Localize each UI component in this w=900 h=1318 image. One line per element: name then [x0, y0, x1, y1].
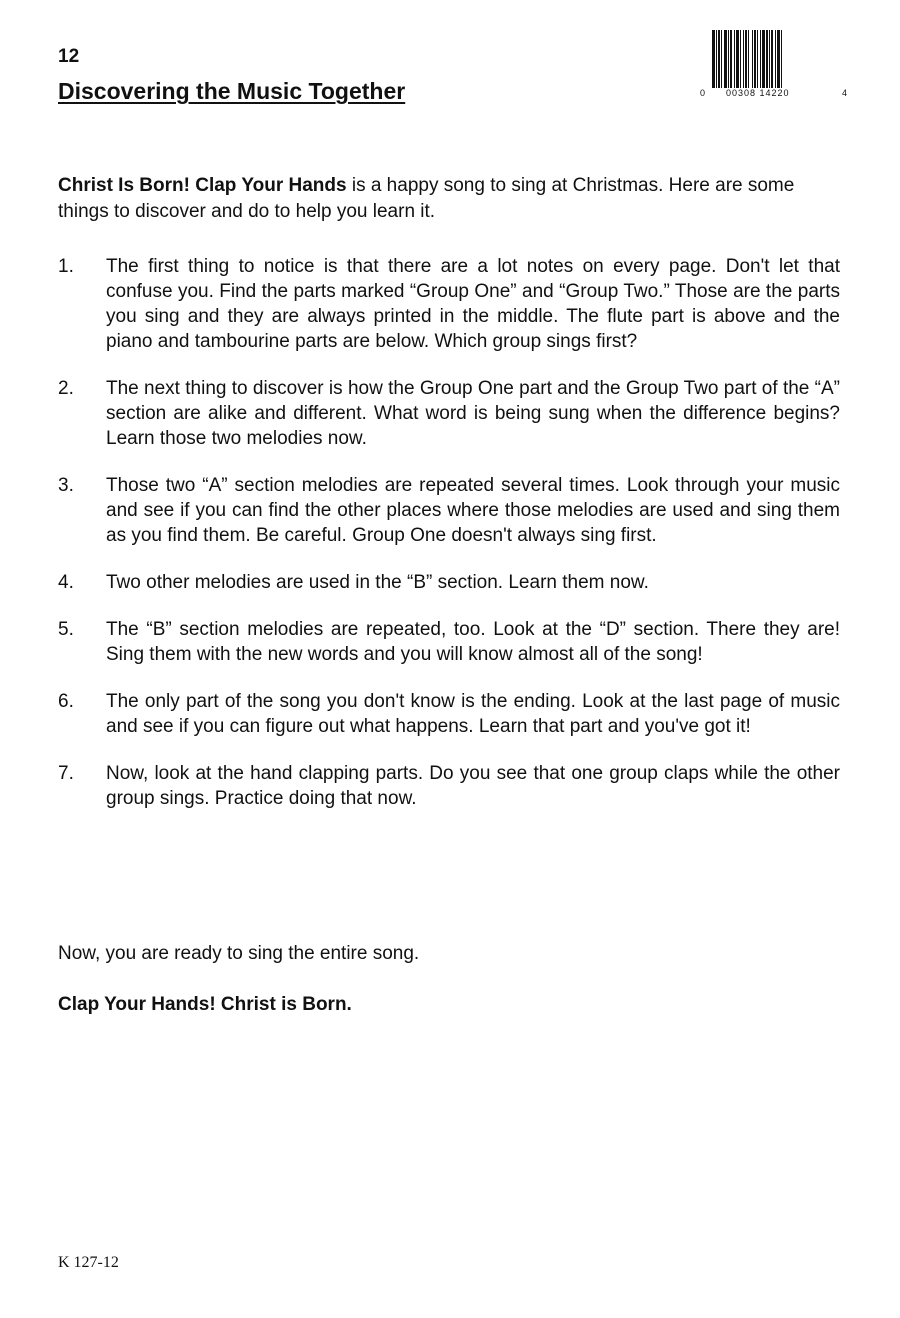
intro-text: is a happy song to sing at Christmas. Here are some things to discover and do to help you learn it. [58, 175, 795, 222]
step-number: 1. [58, 256, 74, 277]
step-text: Now, look at the hand clapping parts. Do you see that one group claps while the other group sings. Practice doing that now. [106, 763, 840, 809]
step-text: Those two “A” section melodies are repeated several times. Look through your music and see if you can find the other places where those melodies are used and sing them as you find them. Be careful. Group One doesn't always sing first. [106, 475, 840, 546]
step-text: The first thing to notice is that there are a lot notes on every page. Don't let that confuse you. Find the parts marked “Group One” and “Group Two.” Those are the parts you sing and they are always printed in the middle. The flute part is above and the piano and tambourine parts are below. Which group sings first? [106, 256, 840, 352]
step-text: The “B” section melodies are repeated, too. Look at the “D” section. There they are! Sing them with the new words and you will know almost all of the song! [106, 619, 840, 665]
barcode-left-digit: 0 [700, 88, 707, 98]
barcode-bars [712, 30, 840, 88]
barcode-middle-digits: 00308 14220 [726, 88, 790, 98]
closing-text: Clap Your Hands! Christ is Born. [58, 994, 352, 1015]
step-item [58, 473, 840, 548]
steps-list [58, 254, 840, 833]
step-number: 5. [58, 619, 74, 640]
intro-paragraph [58, 173, 840, 225]
ready-text: Now, you are ready to sing the entire song. [58, 943, 420, 964]
page-number: 12 [58, 46, 80, 67]
step-number: 4. [58, 572, 74, 593]
footer-code: K 127-12 [58, 1254, 119, 1271]
step-item [58, 570, 840, 595]
page-title: Discovering the Music Together [58, 78, 406, 104]
song-title: Christ Is Born! Clap Your Hands [58, 175, 347, 196]
barcode-right-digit: 4 [841, 88, 848, 98]
step-item [58, 617, 840, 667]
barcode-digits [700, 88, 848, 100]
step-number: 7. [58, 763, 74, 784]
step-item [58, 254, 840, 354]
step-item [58, 376, 840, 451]
step-text: The only part of the song you don't know is the ending. Look at the last page of music and see if you can figure out what happens. Learn that part and you've got it! [106, 691, 840, 737]
step-item [58, 689, 840, 739]
step-number: 2. [58, 378, 74, 399]
step-number: 6. [58, 691, 74, 712]
barcode [700, 30, 848, 100]
step-item [58, 761, 840, 811]
step-number: 3. [58, 475, 74, 496]
step-text: The next thing to discover is how the Group One part and the Group Two part of the “A” section are alike and different. What word is being sung when the difference begins? Learn those two melodies now. [106, 378, 840, 449]
barcode-bar [781, 30, 782, 88]
step-text: Two other melodies are used in the “B” section. Learn them now. [106, 572, 649, 593]
